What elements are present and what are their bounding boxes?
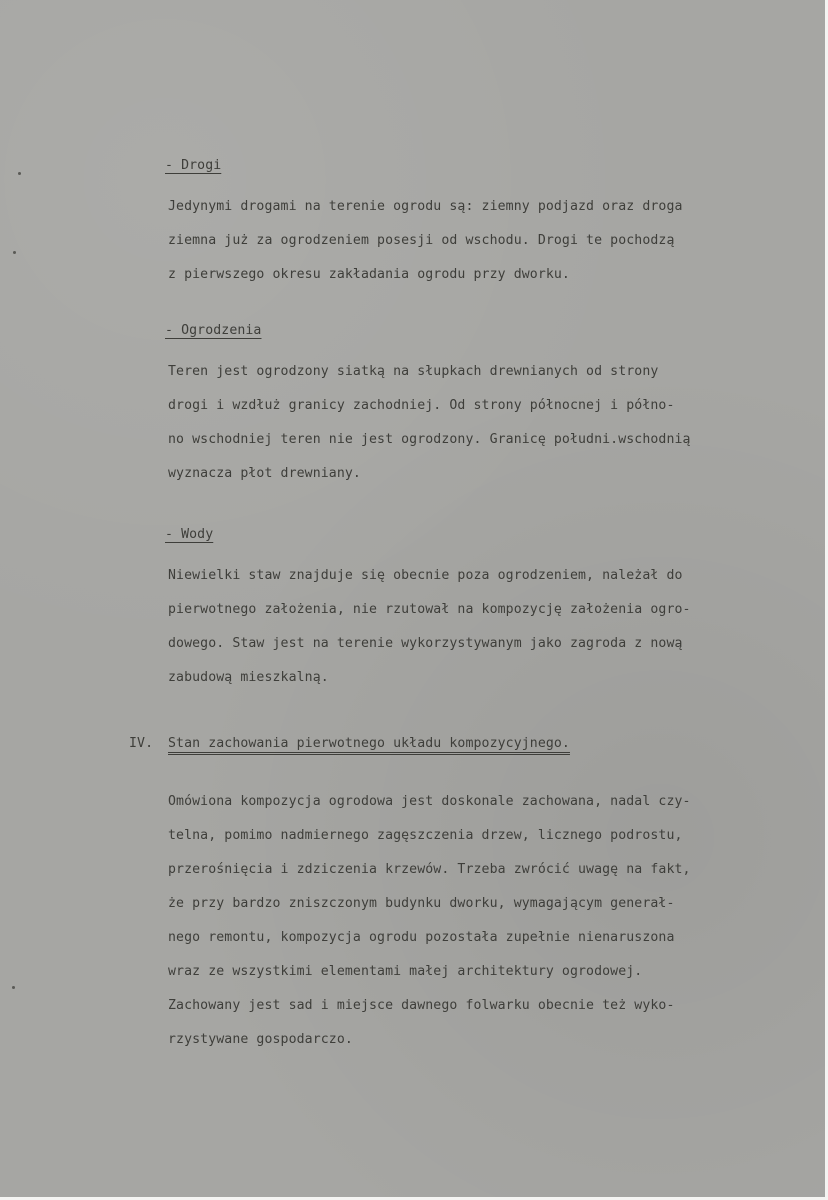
text-line: zabudową mieszkalną. <box>168 670 329 685</box>
text-line: że przy bardzo zniszczonym budynku dworku, wymagającym generał- <box>168 896 675 911</box>
text-line: wyznacza płot drewniany. <box>168 466 361 481</box>
text-line: Teren jest ogrodzony siatką na słupkach drewnianych od strony <box>168 364 659 379</box>
paper-speck <box>13 251 16 254</box>
text-line: z pierwszego okresu zakładania ogrodu przy dworku. <box>168 267 570 282</box>
text-line: dowego. Staw jest na terenie wykorzystywanym jako zagroda z nową <box>168 636 683 651</box>
text-line: Zachowany jest sad i miejsce dawnego folwarku obecnie też wyko- <box>168 998 675 1013</box>
text-line: Jedynymi drogami na terenie ogrodu są: ziemny podjazd oraz droga <box>168 199 683 214</box>
text-line: wraz ze wszystkimi elementami małej architektury ogrodowej. <box>168 964 643 979</box>
paper-speck <box>18 172 21 175</box>
text-line: no wschodniej teren nie jest ogrodzony. Granicę południ.wschodnią <box>168 432 691 447</box>
text-line: przerośnięcia i zdziczenia krzewów. Trzeba zwrócić uwagę na fakt, <box>168 862 691 877</box>
text-line: rzystywane gospodarczo. <box>168 1032 353 1047</box>
paragraph-drogi <box>168 190 818 292</box>
heading-drogi: - Drogi <box>165 158 222 173</box>
heading-wody: - Wody <box>165 527 214 542</box>
paragraph-ogrodzenia <box>168 355 818 491</box>
text-line: Omówiona kompozycja ogrodowa jest doskonale zachowana, nadal czy- <box>168 794 691 809</box>
heading-ogrodzenia: - Ogrodzenia <box>165 323 262 338</box>
text-line: nego remontu, kompozycja ogrodu pozostała zupełnie nienaruszona <box>168 930 675 945</box>
text-line: drogi i wzdłuż granicy zachodniej. Od strony północnej i półno- <box>168 398 675 413</box>
paper-speck <box>12 986 15 989</box>
section-title: Stan zachowania pierwotnego układu kompozycyjnego. <box>168 736 570 751</box>
paragraph-stan-zachowania <box>168 785 818 1057</box>
text-line: pierwotnego założenia, nie rzutował na kompozycję założenia ogro- <box>168 602 691 617</box>
text-line: telna, pomimo nadmiernego zagęszczenia drzew, licznego podrostu, <box>168 828 683 843</box>
text-line: ziemna już za ogrodzeniem posesji od wschodu. Drogi te pochodzą <box>168 233 675 248</box>
paragraph-wody <box>168 559 818 695</box>
section-number: IV. <box>129 736 154 751</box>
text-line: Niewielki staw znajduje się obecnie poza ogrodzeniem, należał do <box>168 568 683 583</box>
